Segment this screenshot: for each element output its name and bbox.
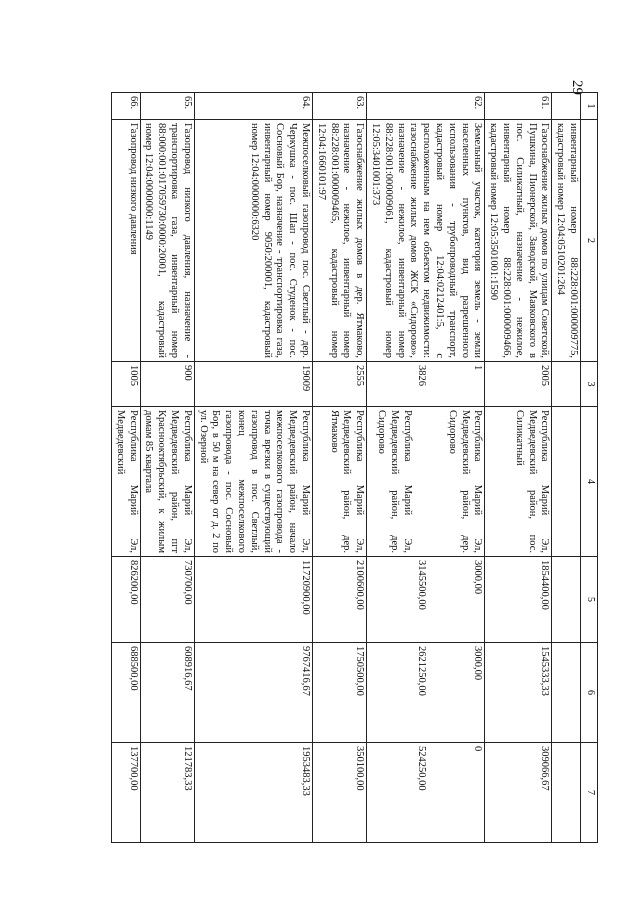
object-quantity: 900 [140, 362, 194, 407]
col-header-7: 7 [581, 743, 598, 843]
table-row [112, 93, 141, 843]
col-header-1: 1 [581, 93, 598, 120]
row-number: 61. [485, 93, 552, 120]
value-col6: 3000,00 [472, 646, 484, 681]
col-header-6: 6 [581, 643, 598, 743]
table-row [140, 93, 194, 843]
object-name: Газоснабжение жилых домов по улицам Советской, Пушкина, Пионерской, Заводской, Маяковского в пос. Силикатный, назначение - нежилое, инвентарный номер 88:228:001:000009466, кадастровый номер 12:05:3501001:1590 [485, 120, 552, 362]
table-row [485, 93, 552, 843]
object-quantity: 19009 [194, 362, 312, 407]
object-quantity: 2555 [313, 362, 367, 407]
object-name: Межпоселковый газопровод пос. Светлый - дер. Черкушка - пос. Шап - пос. Студенок - пос. Сосновый Бор, назначение - транспортировка газа, инвентарный номер 9050:200001, кадастровый номер 12:04:0000000:6320 [194, 120, 312, 362]
value-col5-2: 3145500,00 [415, 560, 427, 610]
continuation-text: инвентарный номер 88:228:001:000009775, кадастровый номер 12:04:0510201:264 [552, 120, 581, 362]
object-address: Республика Марий Эл, Медведевский [112, 407, 141, 557]
value-col6: 688500,00 [112, 643, 141, 743]
row-number: 64. [194, 93, 312, 120]
row-number: 62. [367, 93, 485, 120]
object-quantity: 1 [472, 365, 484, 371]
object-address: Республика Марий Эл, Медведевский район, начало межпоселкового газопровода - точка врезки в существующий газопровод в пос. Светлый, конец межпоселкового газопровода - пос. Сосновый Бор, в 50 м на север от д. 2 по ул. Озерной [194, 407, 312, 557]
value-col7: 350100,00 [313, 743, 367, 843]
value-col7: 0 [472, 746, 484, 752]
value-col6: 1750500,00 [313, 643, 367, 743]
object-name: Газопровод низкого давления, назначение - транспортировка газа, инвентарный номер 88:000:001:017059730:0000:20001, кадастровый номер 12:04:0000000:1149 [140, 120, 194, 362]
row-number: 66. [112, 93, 141, 120]
object-name: Газопровод низкого давления [112, 120, 141, 362]
value-col5: 730700,00 [140, 557, 194, 643]
col-header-3: 3 [581, 362, 598, 407]
value-col5: 826200,00 [112, 557, 141, 643]
value-col5: 11720900,00 [194, 557, 312, 643]
object-address: Республика Марий Эл, Медведевский район, дер. Сидорово [446, 410, 484, 553]
value-col7: 309066,67 [485, 743, 552, 843]
property-table [111, 92, 598, 843]
value-col6: 9767416,67 [194, 643, 312, 743]
value-col6: 1545333,33 [485, 643, 552, 743]
col-header-2: 2 [581, 120, 598, 362]
object-quantity: 1005 [112, 362, 141, 407]
value-col5: 2100600,00 [313, 557, 367, 643]
table-row [367, 93, 485, 843]
value-col7: 137700,00 [112, 743, 141, 843]
col-header-4: 4 [581, 407, 598, 557]
value-col7-2: 524250,00 [415, 746, 427, 791]
table-row [194, 93, 312, 843]
rotated-table-container [115, 92, 598, 842]
page-number: 29 [569, 80, 585, 95]
object-quantity-2: 3826 [415, 365, 427, 386]
object-name: Земельный участок, категория земель - земли населенных пунктов, вид разрешенного использования - трубопроводный транспорт, кадастровый номер 12:04:0212401:5, с расположенным на нем объектом недвижимости: газоснабжение жилых домов ЖСК «Сидорово», назначение - нежилое, инвентарный номер 88:228:001:000009061, кадастровый номер 12:05:3401001:373 [367, 120, 485, 362]
table-row-continuation [552, 93, 581, 843]
object-address: Республика Марий Эл, Медведевский район, дер. Ятмаково [313, 407, 367, 557]
row-number: 65. [140, 93, 194, 120]
col-header-5: 5 [581, 557, 598, 643]
object-address-2: Республика Марий Эл, Медведевский район, дер. Сидорово [376, 410, 414, 553]
value-col6: 608916,67 [140, 643, 194, 743]
row-number: 63. [313, 93, 367, 120]
value-col5: 3000,00 [472, 560, 484, 595]
object-quantity: 2005 [485, 362, 552, 407]
value-col7: 1953483,33 [194, 743, 312, 843]
header-row [581, 93, 598, 843]
value-col5: 1854400,00 [485, 557, 552, 643]
object-name: Газоснабжение жилых домов в дер. Ятмаково, назначение - нежилое, инвентарный номер 88:228:001:000009465, кадастровый номер 12:04:1660101:97 [313, 120, 367, 362]
object-address: Республика Марий Эл, Медведевский район, пгт Краснооктябрьский, к жилым домам 85 квартала [140, 407, 194, 557]
object-address: Республика Марий Эл, Медведевский район, пос. Силикатный [485, 407, 552, 557]
table-row [313, 93, 367, 843]
value-col6-2: 2621250,00 [415, 646, 427, 696]
value-col7: 121783,33 [140, 743, 194, 843]
